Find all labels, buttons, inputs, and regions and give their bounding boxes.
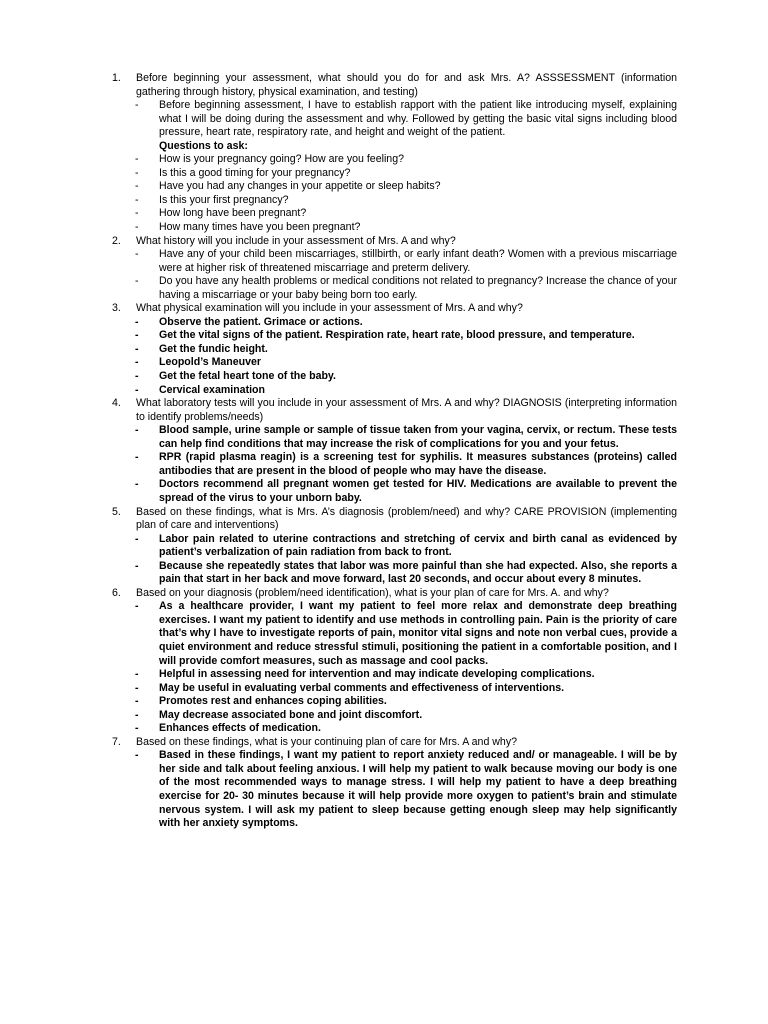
question-number: 4.	[112, 397, 121, 410]
list-item-text: Enhances effects of medication.	[159, 722, 321, 735]
answer-list-3	[112, 316, 677, 397]
list-item	[112, 682, 677, 696]
list-item-text: Labor pain related to uterine contractions and stretching of cervix and birth canal as evidenced by patient’s verbalization of pain radiation from back to front.	[159, 532, 677, 559]
dash-bullet: -	[135, 681, 139, 694]
dash-bullet: -	[135, 695, 139, 708]
dash-bullet: -	[135, 356, 139, 369]
list-item	[112, 695, 677, 709]
list-item-text: Before beginning assessment, I have to establish rapport with the patient like introducing myself, explaining what I will be doing during the assessment and why. Followed by getting the basic vital signs including blood pressure, heart rate, respiratory rate, and height and weight of the patient.	[159, 99, 677, 139]
list-item-text: Get the vital signs of the patient. Respiration rate, heart rate, blood pressure, and temperature.	[159, 329, 635, 342]
question-1	[112, 72, 677, 99]
list-item	[112, 221, 677, 235]
list-item	[112, 533, 677, 560]
list-item	[112, 248, 677, 275]
dash-bullet: -	[135, 708, 139, 721]
list-item	[112, 370, 677, 384]
answer-list-2	[112, 248, 677, 302]
question-2	[112, 235, 677, 249]
list-item-text: Get the fetal heart tone of the baby.	[159, 370, 336, 383]
list-item-text: Because she repeatedly states that labor was more painful than she had expected. Also, she reports a pain that start in her back and move forward, last 20 seconds, and occur about every 8 minutes.	[159, 559, 677, 586]
question-number: 1.	[112, 72, 121, 84]
list-item-text: Get the fundic height.	[159, 342, 268, 355]
list-item	[112, 560, 677, 587]
list-item	[112, 424, 677, 451]
dash-bullet: -	[135, 342, 139, 355]
list-item	[112, 180, 677, 194]
question-text: Based on your diagnosis (problem/need identification), what is your plan of care for Mrs. A. and why?	[136, 586, 609, 599]
list-item	[112, 207, 677, 221]
dash-bullet: -	[135, 329, 139, 342]
question-text: Based on these findings, what is Mrs. A’s diagnosis (problem/need) and why? CARE PROVISION (implementing plan of care and interventions)	[136, 505, 677, 532]
list-item	[112, 316, 677, 330]
dash-bullet: -	[135, 166, 139, 179]
dash-bullet: -	[135, 451, 139, 464]
list-item-text: Blood sample, urine sample or sample of tissue taken from your vagina, cervix, or rectum. These tests can help find conditions that may increase the risk of complications for you and your fetus.	[159, 424, 677, 450]
question-number: 6.	[112, 586, 121, 599]
answer-list-1	[112, 99, 677, 140]
list-item	[112, 99, 677, 140]
question-5	[112, 506, 677, 533]
dash-bullet: -	[135, 383, 139, 396]
list-item	[112, 668, 677, 682]
dash-bullet: -	[135, 99, 139, 112]
dash-bullet: -	[135, 315, 139, 328]
question-number: 3.	[112, 302, 121, 315]
dash-bullet: -	[135, 600, 139, 613]
document-page	[112, 72, 677, 831]
question-3	[112, 302, 677, 316]
question-7	[112, 736, 677, 750]
list-item-text: As a healthcare provider, I want my patient to feel more relax and demonstrate deep breathing exercises. I want my patient to identify and use methods in controlling pain. Pain is the priority of care that’s why I have to investigate reports of pain, monitor vital signs and note non verbal cues, provide a quiet environment and reduce stressful stimuli, positioning the patient in a comfortable position, and I will provide comfort measures, such as massage and cool packs.	[159, 600, 677, 667]
list-item-text: How long have been pregnant?	[159, 207, 307, 220]
list-item-text: Have you had any changes in your appetite or sleep habits?	[159, 180, 441, 193]
list-item-text: Leopold’s Maneuver	[159, 356, 262, 369]
dash-bullet: -	[135, 559, 139, 572]
question-text: What laboratory tests will you include in your assessment of Mrs. A and why? DIAGNOSIS (interpreting information to identify problems/needs)	[136, 397, 677, 423]
list-item	[112, 343, 677, 357]
question-text: Based on these findings, what is your continuing plan of care for Mrs. A and why?	[136, 735, 518, 748]
list-item	[112, 384, 677, 398]
dash-bullet: -	[135, 221, 139, 234]
list-item-text: Do you have any health problems or medical conditions not related to pregnancy? Increase the chance of your having a miscarriage or your baby being born too early.	[159, 275, 677, 301]
dash-bullet: -	[135, 193, 139, 206]
question-number: 2.	[112, 234, 121, 247]
list-item	[112, 167, 677, 181]
questions-to-ask-list	[112, 153, 677, 234]
answer-list-7	[112, 749, 677, 830]
list-item	[112, 275, 677, 302]
questions-to-ask-heading: Questions to ask:	[159, 139, 248, 152]
question-6	[112, 587, 677, 601]
list-item-text: May be useful in evaluating verbal comments and effectiveness of interventions.	[159, 681, 565, 694]
list-item-text: Based in these findings, I want my patient to report anxiety reduced and/ or manageable. I will be by her side and talk about feeling anxious. I will help my patient to walk because moving our body is one of the most recommended ways to manage stress. I will help my patient to have a deep breathing exercise for 20- 30 minutes because it will help provide more oxygen to patient’s brain and stimulate nervous system. I will ask my patient to sleep because getting enough sleep may help significantly with her anxiety symptoms.	[159, 749, 677, 830]
question-text: What history will you include in your assessment of Mrs. A and why?	[136, 234, 456, 247]
list-item-text: Promotes rest and enhances coping abilities.	[159, 695, 387, 708]
list-item	[112, 600, 677, 668]
list-item-text: Observe the patient. Grimace or actions.	[159, 315, 363, 328]
dash-bullet: -	[135, 207, 139, 220]
list-item	[112, 722, 677, 736]
dash-bullet: -	[135, 275, 139, 288]
dash-bullet: -	[135, 722, 139, 735]
dash-bullet: -	[135, 180, 139, 193]
dash-bullet: -	[135, 668, 139, 681]
list-item	[112, 329, 677, 343]
list-item-text: Doctors recommend all pregnant women get tested for HIV. Medications are available to prevent the spread of the virus to your unborn baby.	[159, 478, 677, 504]
list-item-text: May decrease associated bone and joint discomfort.	[159, 708, 423, 721]
list-item-text: How is your pregnancy going? How are you feeling?	[159, 153, 404, 166]
list-item-text: How many times have you been pregnant?	[159, 221, 361, 234]
question-4	[112, 397, 677, 424]
list-item	[112, 153, 677, 167]
list-item-text: RPR (rapid plasma reagin) is a screening test for syphilis. It measures substances (proteins) called antibodies that are present in the blood of people who may have the disease.	[159, 451, 677, 477]
question-text: What physical examination will you include in your assessment of Mrs. A and why?	[136, 302, 523, 315]
answer-list-4	[112, 424, 677, 505]
list-item	[112, 194, 677, 208]
list-item-text: Is this a good timing for your pregnancy?	[159, 166, 351, 179]
dash-bullet: -	[135, 370, 139, 383]
list-item	[112, 749, 677, 830]
dash-bullet: -	[135, 248, 139, 261]
dash-bullet: -	[135, 478, 139, 491]
dash-bullet: -	[135, 153, 139, 166]
list-item-text: Is this your first pregnancy?	[159, 193, 289, 206]
list-item-text: Have any of your child been miscarriages, stillbirth, or early infant death? Women with a previous miscarriage were at higher risk of threatened miscarriage and preterm delivery.	[159, 248, 677, 274]
answer-list-6	[112, 600, 677, 735]
list-item	[112, 451, 677, 478]
answer-list-5	[112, 533, 677, 587]
list-item-text: Cervical examination	[159, 383, 265, 396]
question-text: Before beginning your assessment, what should you do for and ask Mrs. A? ASSSESSMENT (information gathering through history, physical examination, and testing)	[136, 72, 677, 98]
question-number: 5.	[112, 505, 121, 518]
dash-bullet: -	[135, 424, 139, 437]
list-item	[112, 709, 677, 723]
dash-bullet: -	[135, 749, 139, 762]
list-item-text: Helpful in assessing need for intervention and may indicate developing complications.	[159, 668, 595, 681]
list-item	[112, 478, 677, 505]
question-number: 7.	[112, 735, 121, 748]
dash-bullet: -	[135, 532, 139, 545]
list-item	[112, 356, 677, 370]
